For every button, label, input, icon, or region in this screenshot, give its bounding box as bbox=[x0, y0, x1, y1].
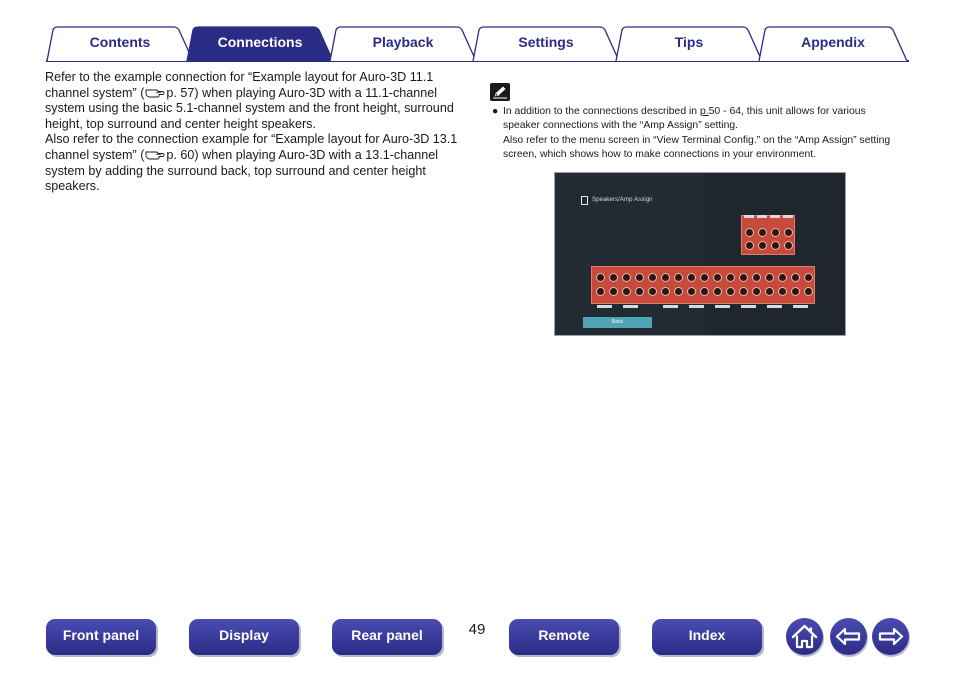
reference-link[interactable]: p. 60 bbox=[166, 147, 195, 162]
reference-link[interactable]: p. 57 bbox=[166, 85, 195, 100]
terminal-tag bbox=[623, 305, 638, 308]
speaker-jack bbox=[791, 273, 800, 282]
screen-title-row bbox=[581, 195, 653, 205]
back-button[interactable]: Back bbox=[583, 317, 652, 328]
speaker-jack bbox=[771, 228, 780, 237]
speaker-jack bbox=[804, 273, 813, 282]
terminal-tag bbox=[757, 215, 767, 218]
speaker-jack bbox=[778, 273, 787, 282]
body-text bbox=[45, 70, 465, 195]
text: ) when playing Auro-3D with a 11.1-channel system using the basic 5.1-channel system and the front height, surround height, top surround and center height speakers. bbox=[45, 85, 454, 131]
speaker-jack bbox=[713, 273, 722, 282]
tab-label: Connections bbox=[217, 34, 303, 50]
speaker-jack bbox=[745, 228, 754, 237]
terminal-tag bbox=[597, 305, 612, 308]
speaker-jack bbox=[765, 273, 774, 282]
pointing-hand-icon bbox=[145, 87, 165, 98]
text: ) when playing Auro-3D with a 13.1-channel system by adding the surround back, top surround and center height speakers. bbox=[45, 147, 439, 194]
terminal-panel-wide bbox=[591, 266, 815, 304]
speaker-jack bbox=[596, 287, 605, 296]
speaker-jack bbox=[635, 273, 644, 282]
tab-connections[interactable] bbox=[186, 26, 334, 60]
page-link[interactable]: p. bbox=[699, 106, 709, 117]
index-button[interactable]: Index bbox=[652, 619, 762, 655]
text: 50 - 64, this unit allows for various speaker connections with the “Amp Assign” setting. bbox=[503, 106, 866, 131]
speaker-jack bbox=[771, 241, 780, 250]
speaker-jack bbox=[635, 287, 644, 296]
pointing-hand-icon bbox=[145, 149, 165, 160]
speaker-jack bbox=[687, 287, 696, 296]
amp-assign-screenshot bbox=[554, 172, 846, 336]
speaker-jack bbox=[609, 273, 618, 282]
speaker-jack bbox=[739, 287, 748, 296]
terminal-tag bbox=[744, 215, 754, 218]
speaker-jack bbox=[648, 287, 657, 296]
home-button[interactable] bbox=[786, 618, 823, 655]
speaker-jack bbox=[745, 241, 754, 250]
terminal-tag bbox=[767, 305, 782, 308]
tab-label: Appendix bbox=[801, 34, 865, 50]
note-box bbox=[492, 105, 902, 162]
tab-bar bbox=[46, 26, 909, 62]
tab-label: Contents bbox=[89, 34, 151, 50]
front-panel-button[interactable]: Front panel bbox=[46, 619, 156, 655]
terminal-tag bbox=[689, 305, 704, 308]
forward-nav-button[interactable] bbox=[872, 618, 909, 655]
terminal-tag bbox=[663, 305, 678, 308]
terminal-tag bbox=[770, 215, 780, 218]
speaker-jack bbox=[661, 287, 670, 296]
tab-tips[interactable] bbox=[615, 26, 763, 60]
tab-appendix[interactable] bbox=[758, 26, 908, 60]
text: In addition to the connections described in bbox=[503, 106, 700, 117]
speaker-jack bbox=[804, 287, 813, 296]
speaker-jack bbox=[758, 241, 767, 250]
speaker-jack bbox=[609, 287, 618, 296]
tab-label: Tips bbox=[674, 34, 704, 50]
terminal-tag bbox=[793, 305, 808, 308]
paragraph-auro-11-1 bbox=[45, 70, 465, 132]
paragraph-auro-13-1 bbox=[45, 132, 465, 194]
speaker-jack bbox=[726, 287, 735, 296]
note-item bbox=[492, 105, 902, 133]
tab-settings[interactable] bbox=[472, 26, 620, 60]
speaker-jack bbox=[661, 273, 670, 282]
text: Refer to the example connection for “Example layout for Auro-3D 11.1 channel system” ( bbox=[45, 70, 434, 100]
back-nav-button[interactable] bbox=[830, 618, 867, 655]
home-icon bbox=[786, 618, 823, 655]
speaker-jack bbox=[622, 273, 631, 282]
speaker-jack bbox=[765, 287, 774, 296]
speaker-jack bbox=[752, 273, 761, 282]
speaker-jack bbox=[700, 273, 709, 282]
screen-title: Speakers/Amp Assign bbox=[592, 197, 653, 203]
tab-label: Playback bbox=[372, 34, 434, 50]
speaker-jack bbox=[713, 287, 722, 296]
tab-contents[interactable] bbox=[46, 26, 194, 60]
speaker-jack bbox=[700, 287, 709, 296]
speaker-jack bbox=[674, 287, 683, 296]
speaker-jack bbox=[622, 287, 631, 296]
note-text: Also refer to the menu screen in “View Terminal Config.” on the “Amp Assign” setting screen, which shows how to make connections in your environment. bbox=[503, 135, 891, 160]
speaker-jack bbox=[758, 228, 767, 237]
speaker-jack bbox=[687, 273, 696, 282]
speaker-jack bbox=[674, 273, 683, 282]
speaker-jack bbox=[791, 287, 800, 296]
tab-label: Settings bbox=[518, 34, 574, 50]
arrow-right-icon bbox=[872, 618, 909, 655]
arrow-left-icon bbox=[830, 618, 867, 655]
terminal-tag bbox=[783, 215, 793, 218]
text: Also refer to the connection example for “Example layout for Auro-3D 13.1 channel system” ( bbox=[45, 132, 458, 162]
speaker-jack bbox=[739, 273, 748, 282]
speaker-jack bbox=[596, 273, 605, 282]
terminal-tag bbox=[741, 305, 756, 308]
speaker-jack bbox=[726, 273, 735, 282]
terminal-tag bbox=[715, 305, 730, 308]
display-button[interactable]: Display bbox=[189, 619, 299, 655]
tab-playback[interactable] bbox=[329, 26, 477, 60]
bullet: ● bbox=[492, 106, 499, 117]
rear-panel-button[interactable]: Rear panel bbox=[332, 619, 442, 655]
speaker-jack bbox=[784, 241, 793, 250]
speaker-jack bbox=[778, 287, 787, 296]
speaker-jack bbox=[648, 273, 657, 282]
remote-button[interactable]: Remote bbox=[509, 619, 619, 655]
speaker-jack bbox=[784, 228, 793, 237]
terminal-panel-small bbox=[741, 215, 795, 255]
menu-badge-icon bbox=[581, 196, 588, 205]
speaker-jack bbox=[752, 287, 761, 296]
page-number: 49 bbox=[468, 621, 486, 638]
pencil-icon bbox=[490, 83, 510, 101]
